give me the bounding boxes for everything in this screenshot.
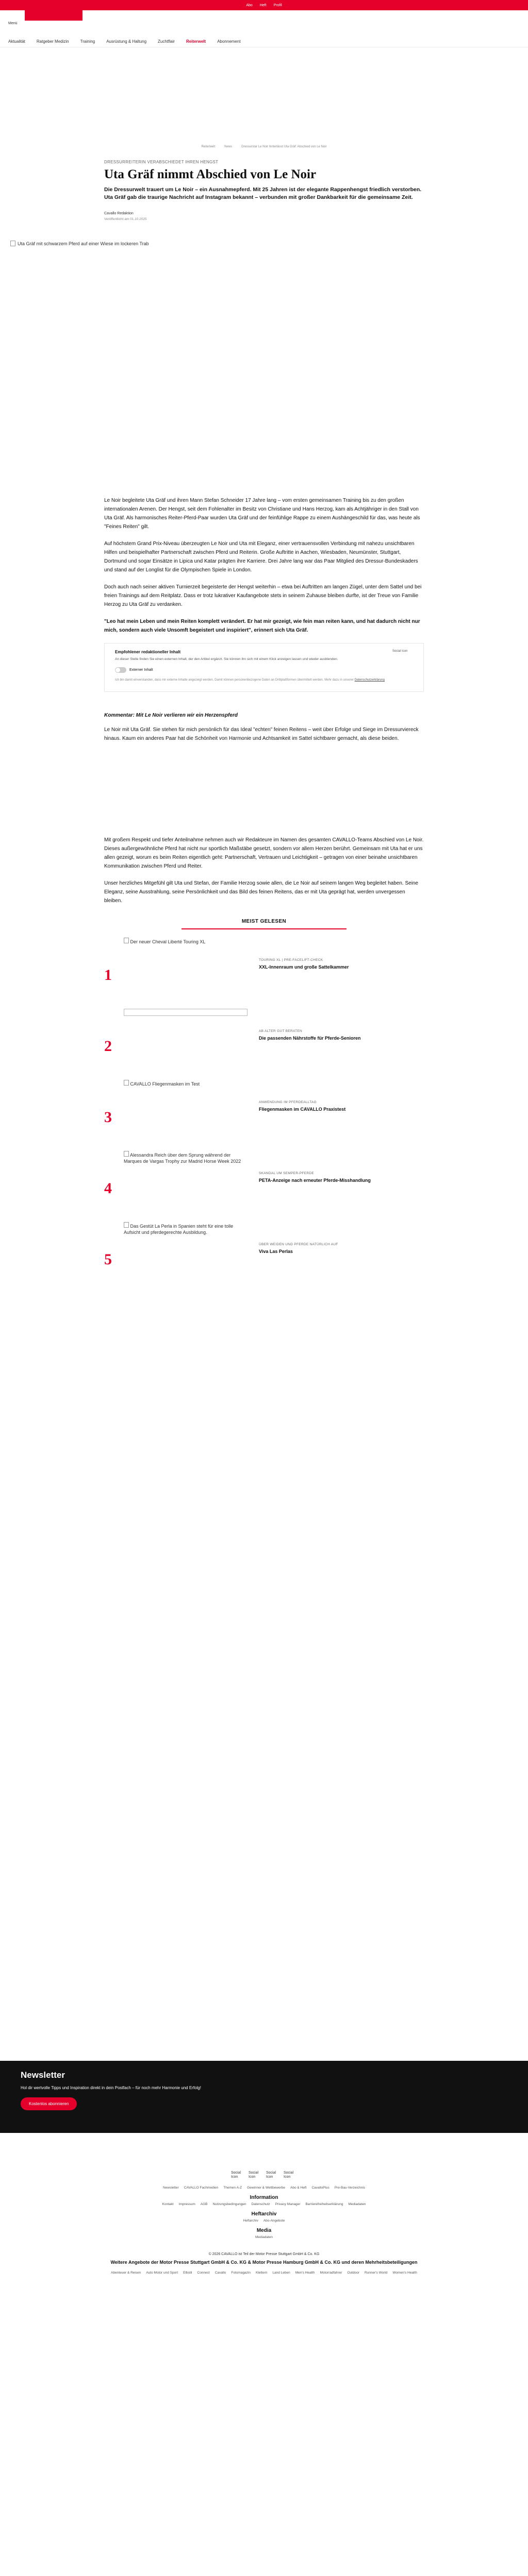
article-body — [104, 496, 424, 635]
topbar-link-profil[interactable]: Profil — [273, 3, 282, 7]
footer-link[interactable]: Heftarchiv — [243, 2219, 258, 2223]
teaser-title[interactable]: XXL-Innenraum und große Sattelkammer — [259, 964, 349, 970]
brand-link[interactable]: Women's Health — [392, 2270, 417, 2275]
broken-image-icon — [10, 241, 15, 246]
nav-item-training[interactable]: Training — [80, 39, 95, 44]
hero-image — [0, 239, 528, 455]
social-icon[interactable]: Social Icon — [284, 2171, 294, 2179]
footer-logo[interactable] — [246, 2158, 282, 2168]
footer-link[interactable]: Gewinner & Wettbewerbe — [247, 2186, 286, 2190]
footer-link[interactable]: Newsletter — [162, 2186, 179, 2190]
article-header — [104, 160, 424, 221]
publisher-heading: Weitere Angebote der Motor Presse Stuttgart GmbH & Co. KG & Motor Presse Hamburg GmbH & Co. KG und deren Mehrheitsbeteiligungen — [110, 2260, 418, 2265]
breadcrumb-item[interactable]: Reiterwelt — [201, 145, 216, 148]
article-headline: Uta Gräf nimmt Abschied von Le Noir — [104, 167, 317, 181]
footer-link[interactable]: AGB — [200, 2202, 208, 2207]
footer-link[interactable]: Nutzungsbedingungen — [212, 2202, 246, 2207]
breadcrumb-item[interactable]: News — [224, 145, 233, 148]
teaser-kicker: SKANDAL UM SEMPER-PFERDE — [259, 1172, 315, 1176]
teaser-title[interactable]: PETA-Anzeige nach erneuter Pferde-Misshandlung — [259, 1178, 371, 1183]
rank-number: 3 — [104, 1109, 112, 1126]
most-read-divider — [182, 928, 346, 929]
body-paragraph: Mit großem Respekt und tiefer Anteilnahme nehmen auch wir Redakteure im Namen des gesamten CAVALLO-Teams Abschied von Le Noir. Dieses außergewöhnliche Pferd hat nicht nur sportlich Maßstäbe gesetzt, sondern vor allem Herzen berührt. Gemeinsam mit Uta hat er uns allen gezeigt, worum es beim Reiten eigentlich geht: Partnerschaft, Vertrauen und Leichtigkeit – getragen von einer beinahe unsichtbaren Kommunikation zwischen Pferd und Reiter. — [104, 837, 424, 870]
brand-link[interactable]: Men's Health — [295, 2270, 315, 2275]
brand-link[interactable]: Runner's World — [364, 2270, 388, 2275]
newsletter-title: Newsletter — [21, 2070, 65, 2080]
teaser-image[interactable]: Das Gestüt La Perla in Spanien steht für eine tolle Aufsicht und pferdegerechte Ausbildung. — [124, 1222, 248, 1279]
body-paragraph: Auf höchstem Grand Prix-Niveau überzeugten Le Noir und Uta mit Eleganz, einer vertrauensvollen Verbindung mit nahezu unsichtbaren Hilfen und beispielhafter Partnerschaft zwischen Pferd und Reiterin. Große Auftritte in Aachen, Wiesbaden, Neumünster, Stuttgart, Dortmund und sogar Einsätze in Lipica und Katar prägten ihre Karriere. Drei Jahre lang war das Paar Mitglied des Dressur-Bundeskaders und stand auf der Longlist für die Olympischen Spiele in London. — [104, 541, 418, 573]
copyright: © 2026 CAVALLO ist Teil der Motor Presse Stuttgart GmbH & Co. KG — [208, 2252, 320, 2257]
most-read-item[interactable] — [104, 1080, 424, 1151]
nav-item-aktualitaet[interactable]: Aktualität — [8, 39, 25, 44]
brand-link[interactable]: Klettern — [255, 2270, 268, 2275]
toggle-label: Externer Inhalt — [129, 668, 153, 672]
menu-button[interactable]: Menü — [8, 21, 18, 25]
footer-link[interactable]: Impressum — [178, 2202, 195, 2207]
rank-number: 2 — [104, 1038, 112, 1055]
article-date: Veröffentlicht am 01.10.2025 — [104, 217, 147, 222]
nav-item-reiterwelt[interactable]: Reiterwelt — [186, 39, 206, 44]
site-logo[interactable] — [25, 0, 82, 21]
most-read-item[interactable] — [104, 1151, 424, 1222]
footer-heading-media: Media — [256, 2228, 272, 2234]
teaser-kicker: ÜBER WEIDEN UND PFERDE NATÜRLICH AUF — [259, 1243, 338, 1247]
footer-heading-heftarchiv: Heftarchiv — [251, 2211, 277, 2217]
teaser-image[interactable]: Der neuer Cheval Liberté Touring XL — [124, 938, 248, 994]
teaser-kicker: AB ALTER GUT BERATEN — [259, 1029, 303, 1033]
social-icon[interactable]: Social Icon — [266, 2171, 276, 2179]
footer-link[interactable]: Themen A-Z — [223, 2186, 242, 2190]
newsletter-text: Hol dir wertvolle Tipps und Inspiration direkt in dein Postfach – für noch mehr Harmonie und Erfolg! — [21, 2086, 201, 2090]
breadcrumb-current: Dressurstar Le Noir hinterlässt Uta Gräf: Abschied von Le Noir — [241, 145, 327, 148]
footer-link[interactable]: Abo & Heft — [290, 2186, 307, 2190]
newsletter-banner — [0, 2061, 528, 2133]
most-read-list — [104, 938, 424, 1293]
comment-heading: Kommentar: Mit Le Noir verlieren wir ein Herzenspferd — [104, 713, 238, 719]
main-navigation — [0, 36, 528, 47]
newsletter-subscribe-button[interactable]: Kostenlos abonnieren — [21, 2097, 77, 2110]
comment-body — [104, 725, 424, 743]
footer-link[interactable]: Barrierefreiheitserklärung — [305, 2202, 343, 2207]
social-icon: Social Icon — [392, 650, 408, 653]
footer-link[interactable]: Mediadaten — [348, 2202, 366, 2207]
breadcrumb — [0, 145, 528, 148]
most-read-item[interactable] — [104, 1222, 424, 1293]
footer-links-information — [0, 2202, 528, 2206]
partner-brands — [32, 2271, 496, 2275]
footer-link[interactable]: Abo-Angebote — [263, 2219, 285, 2223]
brand-link[interactable]: Cavallo — [214, 2270, 226, 2275]
ad-placeholder — [0, 47, 528, 145]
brand-link[interactable]: Land Leben — [272, 2270, 290, 2275]
comment-paragraph: Le Noir mit Uta Gräf. Sie stehen für mich persönlich für das Ideal "echten" feinen Reitens – weit über Erfolge und Siege im Dressurviereck hinaus. Kaum ein anderes Paar hat die Schönheit von Harmonie und Achtsamkeit im Sattel sichtbarer gemacht, als diese beiden. — [104, 727, 419, 742]
most-read-item[interactable] — [104, 1009, 424, 1080]
footer-links-heftarchiv — [0, 2219, 528, 2223]
broken-image-icon — [124, 1222, 129, 1228]
social-icon[interactable]: Social Icon — [231, 2171, 241, 2179]
nav-item-zuchtflair[interactable]: Zuchtflair — [158, 39, 175, 44]
hero-image-alt: Uta Gräf mit schwarzem Pferd auf einer Wiese im lockeren Trab — [18, 241, 149, 246]
footer-link[interactable]: Datenschutz — [251, 2202, 270, 2207]
brand-link[interactable]: Elbstil — [183, 2270, 192, 2275]
broken-image-icon — [124, 938, 129, 943]
footer-links-primary — [0, 2186, 528, 2190]
brand-link[interactable]: Connect — [197, 2270, 210, 2275]
footer-link[interactable]: CAVALLO Fachmedien — [184, 2186, 219, 2190]
embed-consent-text: Ich bin damit einverstanden, dass mir externe Inhalte angezeigt werden. Damit können personenbezogene Daten an Drittplattformen übermittelt werden. Mehr dazu in unserer Datenschutzerklärung — [115, 678, 385, 682]
article-lead: Die Dressurwelt trauert um Le Noir – ein Ausnahmepferd. Mit 25 Jahren ist der elegante Rappenhengst friedlich verstorben. Uta Gräf gab die traurige Nachricht auf Instagram bekannt – verbunden mit großer Dankbarkeit für die gemeinsame Zeit. — [104, 187, 422, 201]
footer-links-media — [0, 2235, 528, 2239]
teaser-image[interactable] — [124, 1009, 248, 1016]
most-read-item[interactable] — [104, 938, 424, 1009]
body-quote: "Leo hat mein Leben und mein Reiten komplett verändert. Er hat mir gezeigt, wie fein man reiten kann, und hat dadurch nicht nur mich, sondern auch viele Unsomft begeistert und inspiriert", erinnert sich Uta Gräf. — [104, 619, 420, 634]
teaser-kicker: ANWENDUNG IM PFERDEALLTAG — [259, 1100, 317, 1105]
teaser-title[interactable]: Fliegenmasken im CAVALLO Praxistest — [259, 1107, 346, 1112]
brand-link[interactable]: Outdoor — [347, 2270, 359, 2275]
body-paragraph: Le Noir begleitete Uta Gräf und ihren Mann Stefan Schneider 17 Jahre lang – vom ersten gemeinsamen Training bis zu den großen internationalen Arenen. Der Hengst, seit dem Fohlenalter im Besitz von Christiane und Hans Herzog, kam als Achtjähriger in den Stall von Uta Gräf. Als harmonisches Reiter-Pferd-Paar wurden Uta Gräf und der feinfühlige Rappe zu einem Aushängeschild für das, was heute als "Feines Reiten" gilt. — [104, 498, 420, 530]
embed-description: An dieser Stelle finden Sie einen externen Inhalt, der den Artikel ergänzt. Sie können ihn sich mit einem Klick anzeigen lassen und wieder ausblenden. — [115, 657, 338, 662]
broken-image-icon — [124, 1151, 129, 1157]
topbar-link-heft[interactable]: Heft — [259, 3, 267, 7]
footer-link[interactable]: Mediadaten — [255, 2235, 273, 2240]
site-header — [0, 10, 528, 36]
article-body-continued — [104, 836, 424, 905]
social-icon[interactable]: Social Icon — [249, 2171, 259, 2179]
topbar-link-abo[interactable]: Abo — [246, 3, 253, 7]
brand-link[interactable]: Fotomagazin — [231, 2270, 251, 2275]
footer-link[interactable]: CavalloPlus — [311, 2186, 329, 2190]
footer-link[interactable]: Kontakt — [162, 2202, 174, 2207]
brand-link[interactable]: Auto Motor und Sport — [146, 2270, 178, 2275]
site-footer — [0, 2158, 528, 2275]
teaser-title[interactable]: Die passenden Nährstoffe für Pferde-Senioren — [259, 1036, 361, 1041]
nav-item-ratgeber-medizin[interactable]: Ratgeber Medizin — [36, 39, 69, 44]
teaser-title[interactable]: Viva Las Perlas — [259, 1249, 293, 1255]
teaser-image[interactable]: CAVALLO Fliegenmasken im Test — [124, 1080, 248, 1137]
article-author[interactable]: Cavallo Redaktion — [104, 212, 134, 216]
rank-number: 1 — [104, 967, 112, 984]
brand-link[interactable]: Motorradfahrer — [320, 2270, 342, 2275]
nav-item-abonnement[interactable]: Abonnement — [217, 39, 241, 44]
embed-title: Empfohlener redaktioneller Inhalt — [115, 650, 181, 655]
footer-heading-information: Information — [250, 2195, 278, 2201]
body-paragraph: Unser herzliches Mitgefühl gilt Uta und Stefan, der Familie Herzog sowie allen, die Le Noir auf seinem langen Weg begleitet haben. Seine Eleganz, seine Ausstrahlung, seine Persönlichkeit und das Bild des feinen Reitens, das er mit Uta geprägt hat, werden unvergessen bleiben. — [104, 880, 419, 904]
external-content-toggle[interactable] — [115, 667, 126, 673]
broken-image-icon — [124, 1080, 129, 1086]
external-content-embed — [104, 643, 424, 692]
footer-link[interactable]: Pre-Bau-Verzeichnis — [334, 2186, 366, 2190]
brand-link[interactable]: Abenteuer & Reisen — [111, 2270, 141, 2275]
privacy-policy-link[interactable]: Datenschutzerklärung — [354, 678, 385, 682]
footer-link[interactable]: Privacy Manager — [275, 2202, 301, 2207]
body-paragraph: Doch auch nach seiner aktiven Turnierzeit begeisterte der Hengst weiterhin – etwa bei Auftritten am langen Zügel, unter dem Sattel und bei freien Trainings auf dem Reitplatz. Dass er trotz lukrativer Kaufangebote stets in seinem Zuhause bleiben durfte, ist der Treue von Familie Herzog zu Uta Gräf zu verdanken. — [104, 584, 422, 608]
rank-number: 5 — [104, 1251, 112, 1268]
teaser-kicker: TOURING XL | PRE-FACELIFT-CHECK — [259, 958, 323, 962]
rank-number: 4 — [104, 1180, 112, 1197]
article-kicker: DRESSURREITERIN VERABSCHIEDET IHREN HENGST — [104, 160, 219, 164]
most-read-title: MEIST GELESEN — [241, 919, 287, 925]
nav-item-ausruestung[interactable]: Ausrüstung & Haltung — [106, 39, 147, 44]
teaser-image[interactable]: Alessandra Reich über dem Sprung während der Marques de Vargas Trophy zur Madrid Horse Week 2022 — [124, 1151, 248, 1208]
footer-social-links — [0, 2171, 528, 2179]
